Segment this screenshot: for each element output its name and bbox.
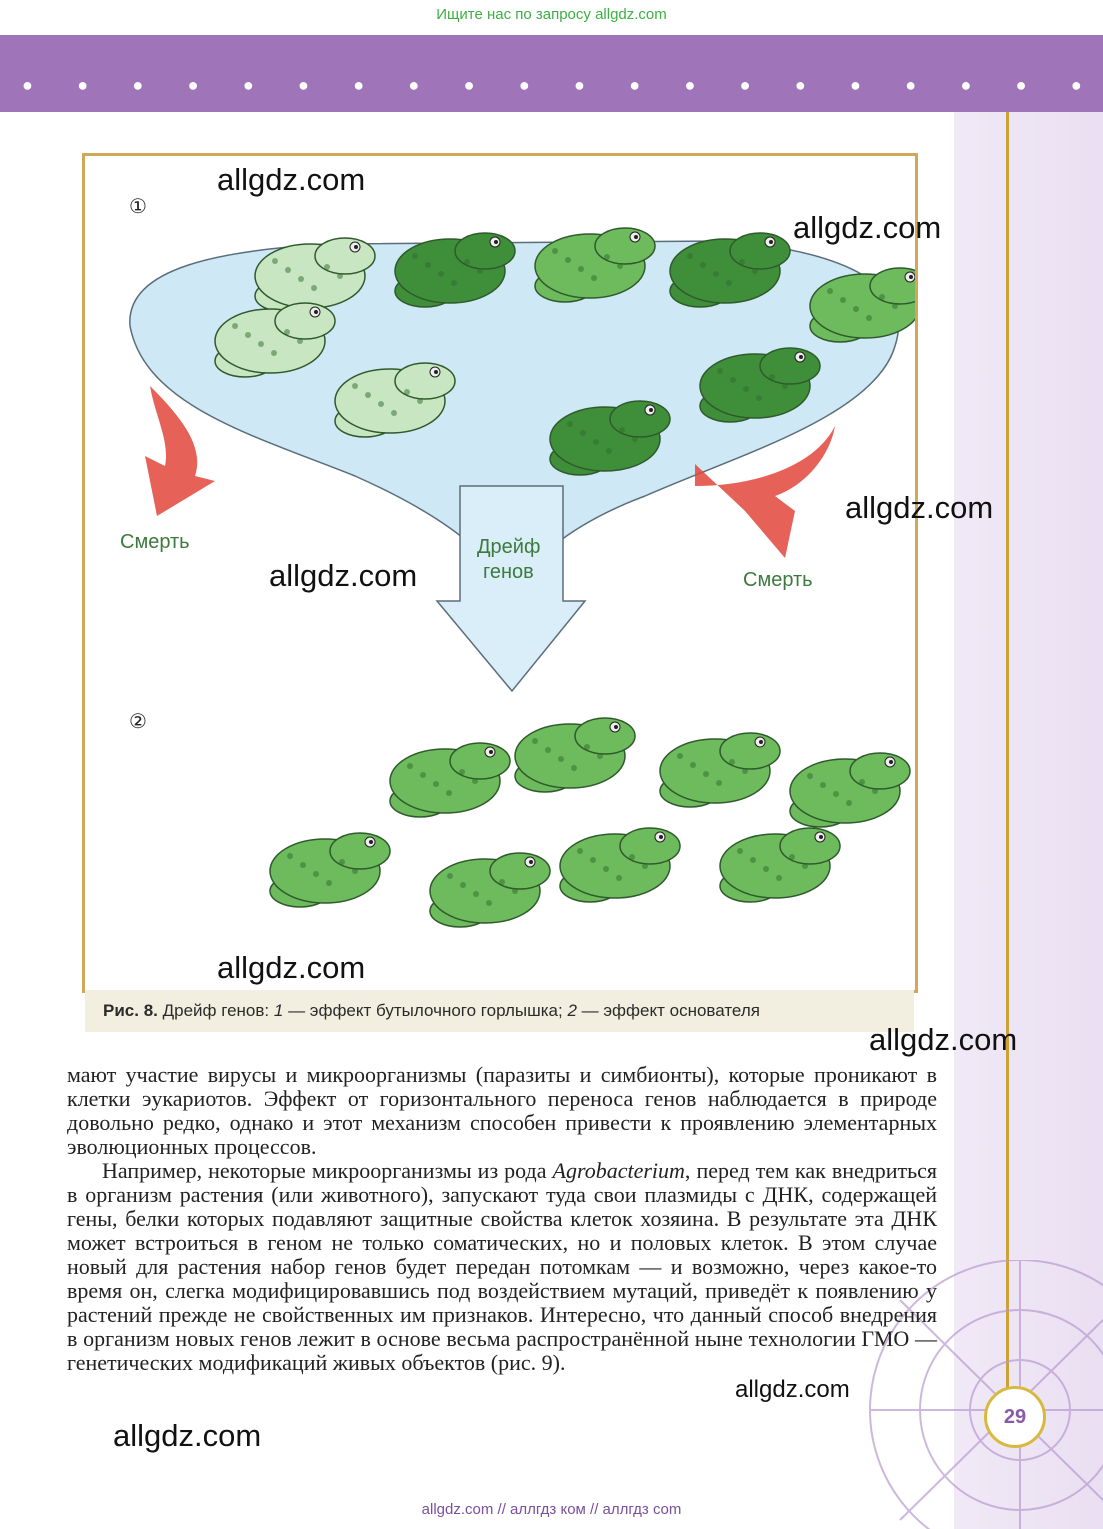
kangaroo-icon: ●	[574, 75, 585, 95]
footer-link[interactable]: allgdz.com // аллгдз ком // аллгдз com	[421, 1501, 682, 1518]
marker-2: ②	[129, 711, 147, 733]
page-number: 29	[984, 1386, 1046, 1448]
butterfly-icon: ●	[77, 75, 89, 95]
frog	[790, 753, 910, 827]
scorpion-icon: ●	[794, 75, 806, 95]
watermark: allgdz.com	[269, 558, 418, 593]
paragraph-1: мают участие вирусы и микроорганизмы (паразиты и симбионты), которые проникают в клетки эукариотов. Эффект от горизонтального переноса генов наблюдается в природе довольно редко, однако и этот механизм способен привести к проявлению элементарных эволюционных процессов.	[67, 1062, 937, 1159]
horse-icon: ●	[850, 75, 861, 95]
deer-icon: ●	[1015, 75, 1027, 95]
frog	[515, 718, 635, 792]
label-death-left: Смерть	[120, 531, 190, 553]
agrobacterium-term: Agrobacterium	[552, 1158, 685, 1183]
insect-icon: ●	[463, 75, 475, 95]
heron-icon: ●	[1070, 75, 1082, 95]
scorpion-icon: ●	[132, 75, 144, 95]
butterfly-icon: ●	[684, 75, 696, 95]
horse-icon: ●	[187, 75, 199, 95]
caption-title: Дрейф генов:	[162, 1001, 270, 1020]
paragraph-2-end: , перед тем как внедриться в организм растения (или животного), запускают туда свои плазмиды с ДНК, содержащей гены, белки которых подавляют защитные свойства клеток хозяина. В результате эта ДНК может встроиться в геном не только соматических, но и половых клеток. В этом случае новый для растения набор генов будет передан потомкам — и возможно, через какое-то время он, слегка модифицировавшись под воздействием мутаций, приведёт к появлению у растений прежде не свойственных им признаков. Интересно, что данный способ внедрения в организм новых генов лежит в основе весьма распространённой ныне технологии ГМО — генетических модификаций живых объектов (рис. 9).	[67, 1158, 937, 1375]
deer-icon: ●	[353, 75, 365, 95]
frog	[270, 833, 390, 907]
caption-number-2: 2	[567, 1001, 577, 1020]
watermark: allgdz.com	[735, 1376, 850, 1403]
fish-icon: ●	[629, 75, 641, 95]
watermark: allgdz.com	[845, 490, 994, 525]
paragraph-2-start: Например, некоторые микроорганизмы из рода	[102, 1158, 553, 1183]
marker-1: ①	[129, 196, 147, 218]
gene-drift-illustration	[85, 156, 915, 990]
watermark: allgdz.com	[113, 1418, 262, 1453]
frog	[390, 743, 510, 817]
frog	[430, 853, 550, 927]
bison-icon: ●	[22, 75, 33, 95]
caption-text-1: — эффект бутылочного горлышка;	[288, 1001, 563, 1020]
figure-caption	[85, 990, 914, 1032]
dolphin-icon: ●	[298, 75, 309, 95]
frog	[720, 828, 840, 902]
figure-gene-drift	[82, 153, 918, 993]
sidebar-gold-line	[1006, 112, 1009, 1392]
bird-icon: ●	[242, 75, 254, 95]
body-text	[67, 1063, 937, 1375]
bird-icon: ●	[905, 75, 917, 95]
dolphin-icon: ●	[960, 75, 972, 95]
paragraph-2	[67, 1159, 937, 1375]
caption-text-2: — эффект основателя	[581, 1001, 760, 1020]
watermark: allgdz.com	[217, 950, 366, 985]
bison-icon: ●	[739, 75, 751, 95]
caption-fig-label: Рис. 8.	[103, 1001, 158, 1020]
frog	[560, 828, 680, 902]
label-death-right: Смерть	[743, 569, 813, 591]
label-drift-line2: генов	[483, 561, 534, 583]
heron-icon: ●	[408, 75, 420, 95]
label-drift-line1: Дрейф	[477, 536, 541, 558]
banner-icon-row	[22, 73, 1082, 97]
watermark: allgdz.com	[869, 1022, 1018, 1057]
frog	[660, 733, 780, 807]
watermark: allgdz.com	[217, 162, 366, 197]
top-search-hint[interactable]: Ищите нас по запросу allgdz.com	[436, 6, 667, 23]
watermark: allgdz.com	[793, 210, 942, 245]
bull-icon: ●	[518, 75, 530, 95]
animal-banner	[0, 35, 1103, 112]
caption-number-1: 1	[273, 1001, 284, 1020]
